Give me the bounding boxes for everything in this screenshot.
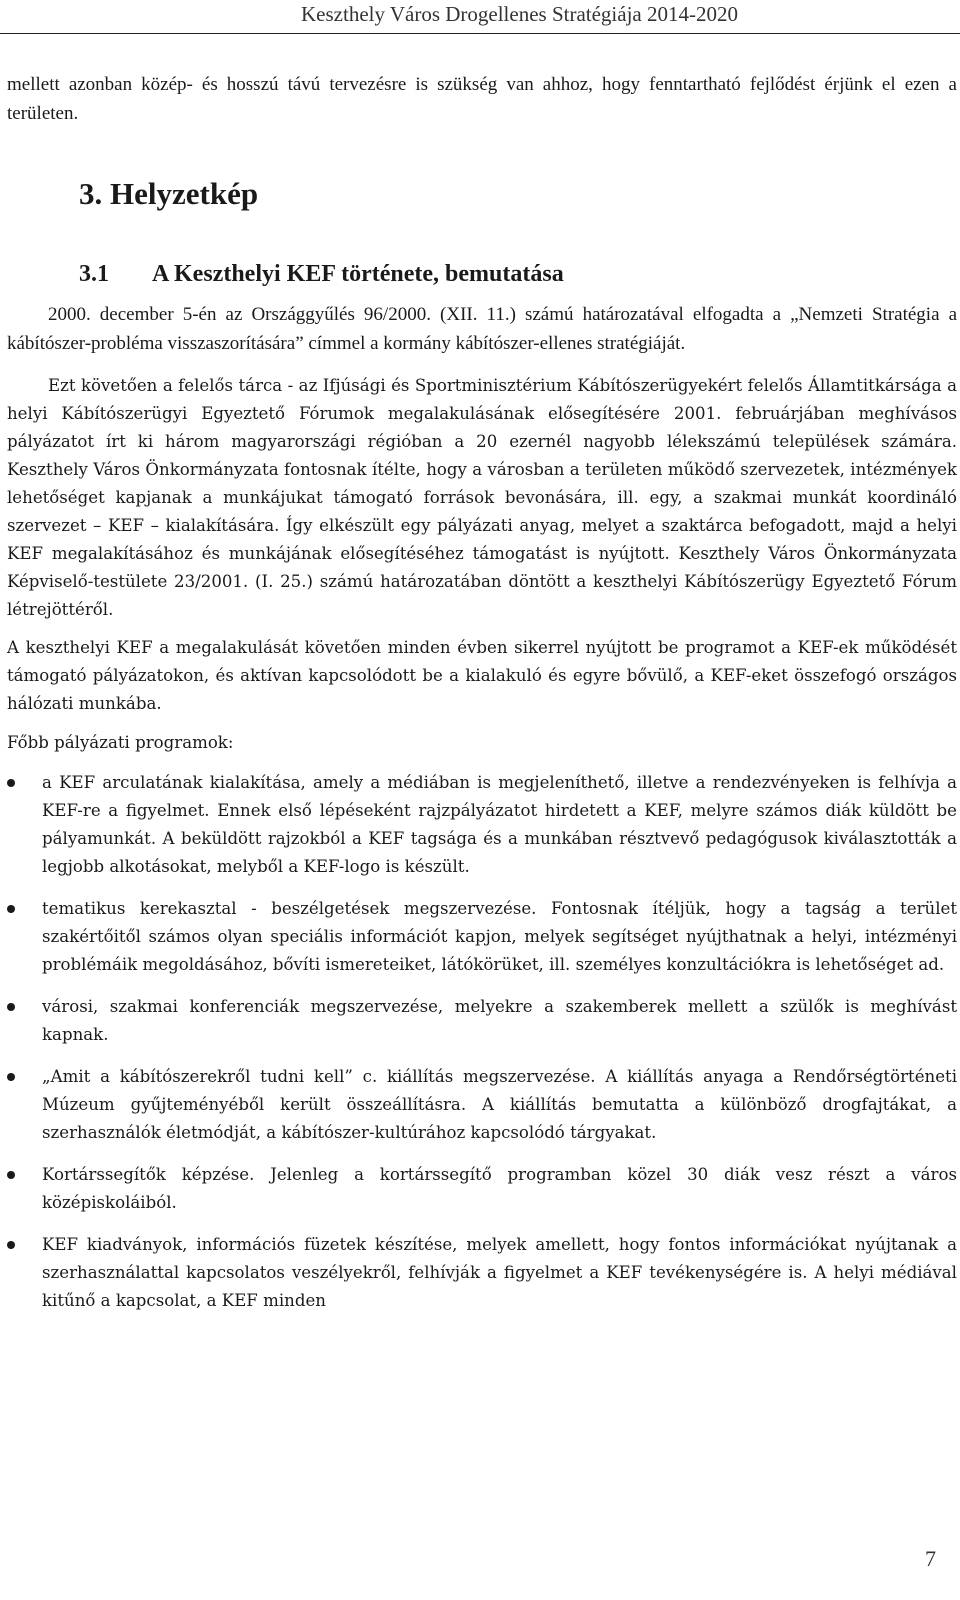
bullet-icon (7, 1171, 15, 1179)
bullet-icon (7, 1003, 15, 1011)
list-item (7, 895, 957, 979)
subsection-number: 3.1 (79, 261, 109, 287)
section-title: Helyzetkép (110, 176, 259, 211)
list-item (7, 769, 957, 881)
bullet-icon (7, 1241, 15, 1249)
list-item (7, 1063, 957, 1147)
list-item-text: városi, szakmai konferenciák megszervezése, melyekre a szakemberek mellett a szülők is meghívást kapnak. (42, 997, 957, 1044)
programs-heading: Főbb pályázati programok: (7, 733, 234, 752)
section-heading (7, 174, 957, 214)
subsection-heading (7, 258, 957, 290)
intro-paragraph: mellett azonban közép- és hosszú távú tervezésre is szükség van ahhoz, hogy fenntartható fejlődést érjünk el ezen a területen. (7, 74, 957, 124)
list-item-text: Kortárssegítők képzése. Jelenleg a kortárssegítő programban közel 30 diák vesz részt a város középiskoláiból. (42, 1165, 957, 1212)
list-item (7, 1161, 957, 1217)
program-list (7, 769, 957, 1315)
bullet-icon (7, 779, 15, 787)
section-number: 3. (79, 176, 103, 211)
list-item-text: tematikus kerekasztal - beszélgetések megszervezése. Fontosnak ítéljük, hogy a tagság a terület szakértőitől számos olyan speciális információt kapjon, melyek segítséget nyújthatnak a helyi, intézményi problémáik megoldásához, bővíti ismereteiket, látókörüket, ill. személyes konzultációkra is lehetőséget ad. (42, 899, 957, 974)
running-header: Keszthely Város Drogellenes Stratégiája 2014-2020 (0, 0, 960, 34)
paragraph-network: A keszthelyi KEF a megalakulását követően minden évben sikerrel nyújtott be programot a KEF-ek működését támogató pályázatokon, és aktívan kapcsolódott be a kialakuló és egyre bővülő, a KEF-eket összefogó országos hálózati munkába. (7, 638, 957, 713)
list-item (7, 1231, 957, 1315)
list-item-text: „Amit a kábítószerekről tudni kell” c. kiállítás megszervezése. A kiállítás anyaga a Rendőrségtörténeti Múzeum gyűjteményéből került összeállításra. A kiállítás bemutatta a különböző drogfajtákat, a szerhasználók életmódját, a kábítószer-kultúrához kapcsolódó tárgyakat. (42, 1067, 957, 1142)
page-number: 7 (925, 1546, 936, 1571)
subsection-title: A Keszthelyi KEF története, bemutatása (152, 261, 564, 287)
page-content (7, 71, 957, 1315)
paragraph-resolution: 2000. december 5-én az Országgyűlés 96/2000. (XII. 11.) számú határozatával elfogadta a „Nemzeti Stratégia a kábítószer-probléma visszaszorítására” címmel a kormány kábítószer-ellenes stratégiáját. (7, 304, 957, 354)
bullet-icon (7, 905, 15, 913)
list-item (7, 993, 957, 1049)
paragraph-history: Ezt követően a felelős tárca - az Ifjúsági és Sportminisztérium Kábítószerügyekért felelős Államtitkársága a helyi Kábítószerügyi Egyeztető Fórumok megalakulásának elősegítésére 2001. februárjában meghívásos pályázatot írt ki három magyarországi régióban a 20 ezernél nagyobb lélekszámú települések számára. Keszthely Város Önkormányzata fontosnak ítélte, hogy a városban a területen működő szervezetek, intézmények lehetőséget kapjanak a munkájukat támogató források bevonására, ill. egy, a szakmai munkát koordináló szervezet – KEF – kialakítására. Így elkészült egy pályázati anyag, melyet a szaktárca befogadott, majd a helyi KEF megalakításához és munkájának elősegítéséhez támogatást is nyújtott. Keszthely Város Önkormányzata Képviselő-testülete 23/2001. (I. 25.) számú határozatában döntött a keszthelyi Kábítószerügy Egyeztető Fórum létrejöttéről. (7, 376, 957, 619)
list-item-text: a KEF arculatának kialakítása, amely a médiában is megjeleníthető, illetve a rendezvényeken is felhívja a KEF-re a figyelmet. Ennek első lépéseként rajzpályázatot hirdetett a KEF, melyre számos diák küldött be pályamunkát. A beküldött rajzokból a KEF tagsága és a munkában résztvevő pedagógusok kiválasztották a legjobb alkotásokat, melyből a KEF-logo is készült. (42, 773, 957, 876)
bullet-icon (7, 1073, 15, 1081)
list-item-text: KEF kiadványok, információs füzetek készítése, melyek amellett, hogy fontos információkat nyújtanak a szerhasználattal kapcsolatos veszélyekről, felhívják a figyelmet a KEF tevékenységére is. A helyi médiával kitűnő a kapcsolat, a KEF minden (42, 1235, 957, 1310)
